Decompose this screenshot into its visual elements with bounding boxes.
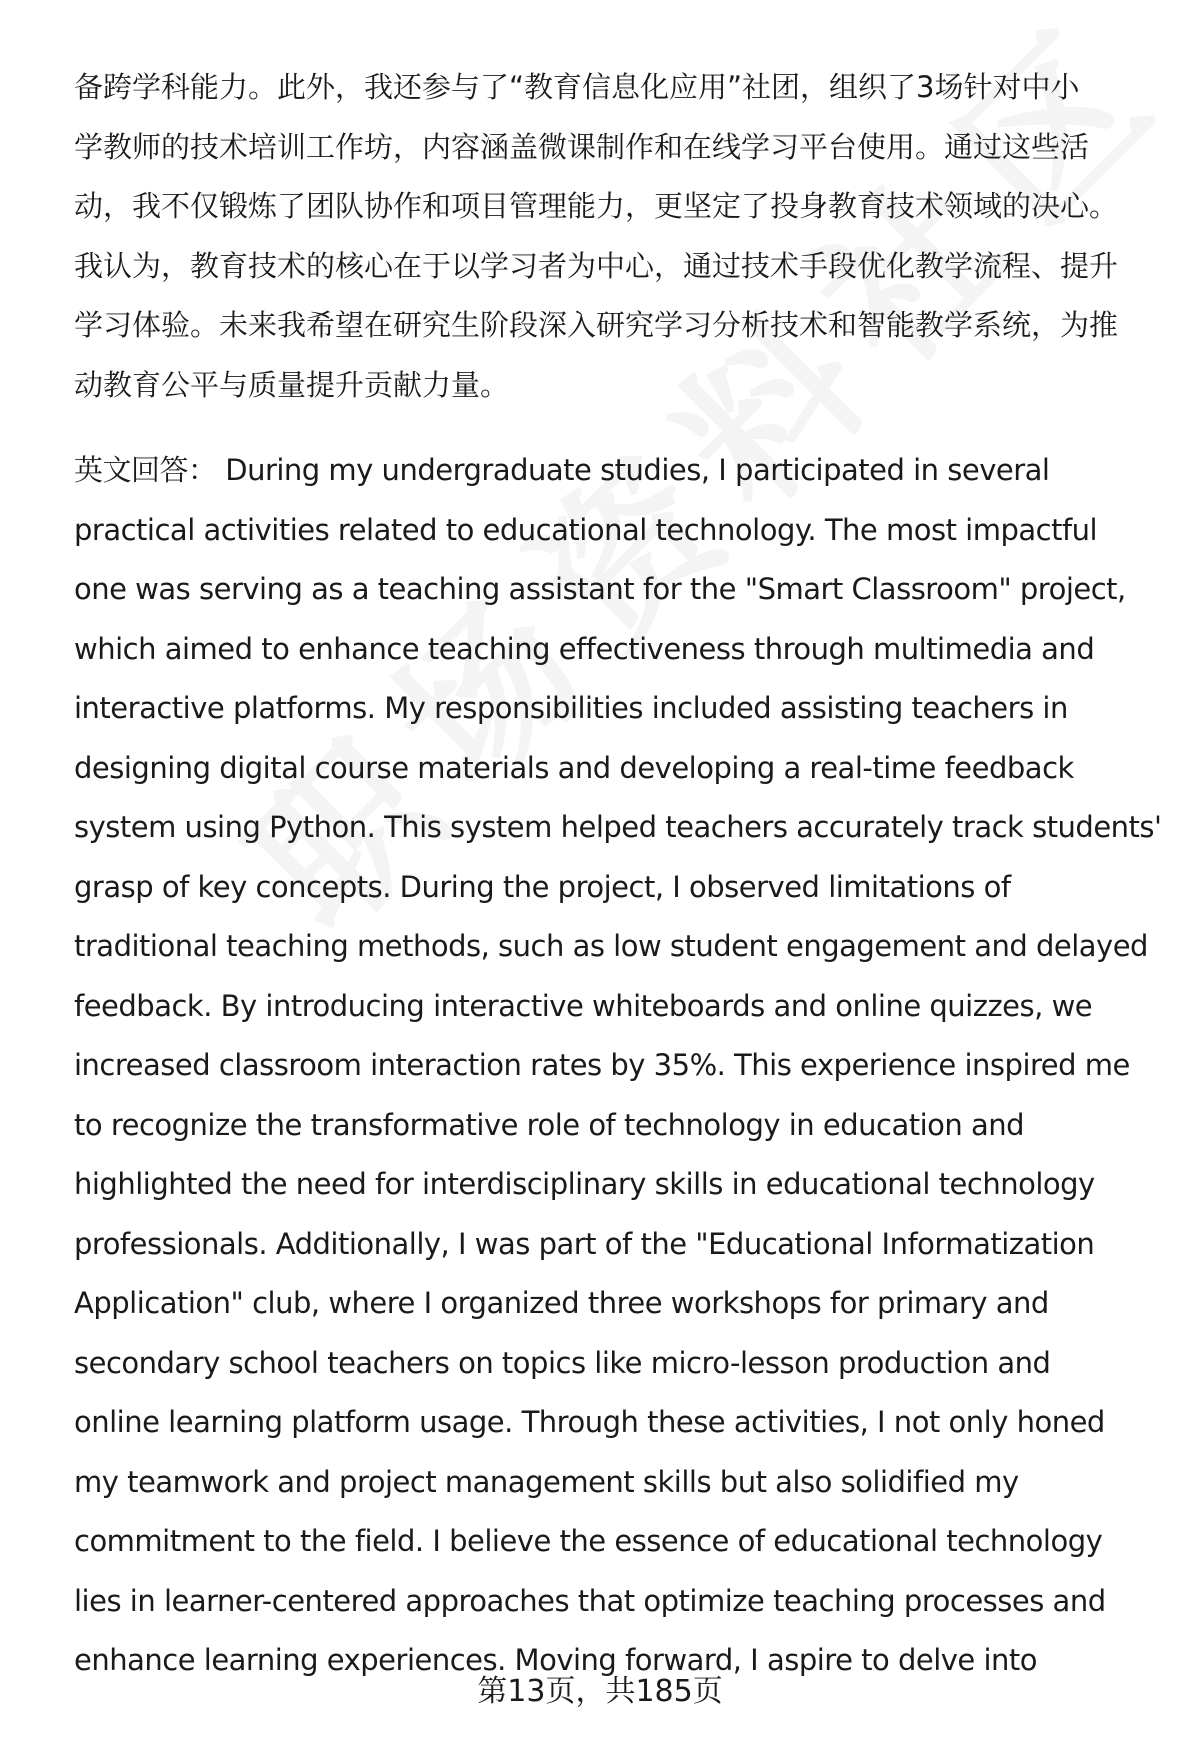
text-line: designing digital course materials and developing a real-time feedback <box>74 750 1074 785</box>
text-line: one was serving as a teaching assistant for the "Smart Classroom" project, <box>74 572 1126 606</box>
text-line: interactive platforms. My responsibilities included assisting teachers in <box>74 691 1068 725</box>
text-line: 备跨学科能力。此外，我还参与了“教育信息化应用”社团，组织了3场针对中小 <box>74 70 1080 104</box>
text-line: enhance learning experiences. Moving forward, I aspire to delve into <box>74 1643 1038 1677</box>
text-line: 我认为，教育技术的核心在于以学习者为中心，通过技术手段优化教学流程、提升 <box>74 248 1119 283</box>
english-answer-label: 英文回答： <box>74 453 217 487</box>
text-line: feedback. By introducing interactive whiteboards and online quizzes, we <box>74 988 1093 1023</box>
text-line: commitment to the field. I believe the essence of educational technology <box>74 1524 1103 1558</box>
text-line: 动教育公平与质量提升贡献力量。 <box>74 367 510 402</box>
text-line: traditional teaching methods, such as low student engagement and delayed <box>74 929 1148 963</box>
text-line: Application" club, where I organized three workshops for primary and <box>74 1286 1049 1320</box>
text-line: online learning platform usage. Through these activities, I not only honed <box>74 1405 1105 1439</box>
page-number-footer: 第13页，共185页 <box>477 1674 723 1709</box>
text-line: to recognize the transformative role of technology in education and <box>74 1107 1025 1142</box>
text-line: 动，我不仅锻炼了团队协作和项目管理能力，更坚定了投身教育技术领域的决心。 <box>74 189 1119 223</box>
text-line: 学教师的技术培训工作坊，内容涵盖微课制作和在线学习平台使用。通过这些活 <box>74 129 1090 164</box>
body-text <box>74 58 1164 1691</box>
text-line: grasp of key concepts. During the project, I observed limitations of <box>74 869 1011 904</box>
text-line: professionals. Additionally, I was part of the "Educational Informatization <box>74 1226 1095 1261</box>
text-line: which aimed to enhance teaching effectiveness through multimedia and <box>74 631 1095 666</box>
text-line: practical activities related to educational technology. The most impactful <box>74 512 1098 547</box>
text-line: During my undergraduate studies, I participated in several <box>225 453 1050 487</box>
text-line: highlighted the need for interdisciplinary skills in educational technology <box>74 1167 1095 1201</box>
text-line: 学习体验。未来我希望在研究生阶段深入研究学习分析技术和智能教学系统，为推 <box>74 308 1119 342</box>
text-line: increased classroom interaction rates by 35%. This experience inspired me <box>74 1048 1130 1082</box>
text-line: system using Python. This system helped teachers accurately track students' <box>74 810 1162 844</box>
english-answer-first-line <box>74 441 1164 501</box>
text-line: my teamwork and project management skills but also solidified my <box>74 1464 1019 1499</box>
text-line: secondary school teachers on topics like micro-lesson production and <box>74 1345 1051 1380</box>
text-line: lies in learner-centered approaches that optimize teaching processes and <box>74 1583 1106 1618</box>
paragraph-gap <box>74 415 1164 441</box>
